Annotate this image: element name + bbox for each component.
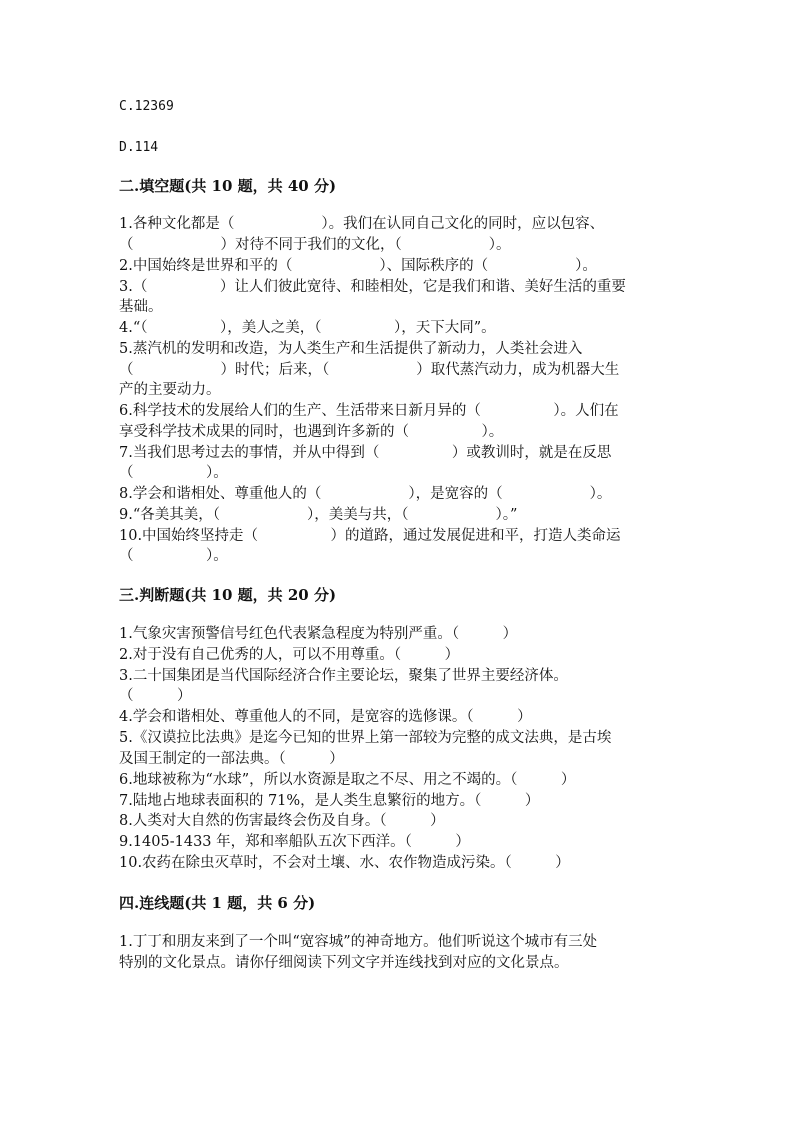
section-heading-judge: 三.判断题(共 10 题，共 20 分): [119, 586, 337, 604]
fill-line: 3.（ ）让人们彼此宽待、和睦相处，它是我们和谐、美好生活的重要: [119, 279, 626, 295]
fill-line: （ ）时代；后来，（ ）取代蒸汽动力，成为机器大生: [119, 362, 620, 378]
judge-line: 3.二十国集团是当代国际经济合作主要论坛，聚集了世界主要经济体。: [119, 668, 568, 684]
fill-line: 1.各种文化都是（ ）。我们在认同自己文化的同时，应以包容、: [119, 216, 605, 232]
judge-line: （ ）: [119, 688, 192, 704]
fill-line: 9.“各美其美，（ ），美美与共，（ ）。”: [119, 507, 518, 523]
judge-line: 及国王制定的一部法典。（ ）: [119, 751, 344, 767]
judge-line: 10.农药在除虫灭草时，不会对土壤、水、农作物造成污染。（ ）: [119, 855, 570, 871]
fill-line: 产的主要动力。: [119, 382, 221, 398]
section-heading-fill: 二.填空题(共 10 题，共 40 分): [119, 177, 337, 195]
connect-line: 1.丁丁和朋友来到了一个叫“宽容城”的神奇地方。他们听说这个城市有三处: [119, 934, 598, 950]
fill-line: 8.学会和谐相处、尊重他人的（ ），是宽容的（ ）。: [119, 486, 612, 502]
judge-line: 8.人类对大自然的伤害最终会伤及自身。（ ）: [119, 813, 445, 829]
fill-line: 4.“（ ），美人之美，（ ），天下大同”。: [119, 320, 496, 336]
judge-line: 7.陆地占地球表面积的 71%，是人类生息繁衍的地方。（ ）: [119, 793, 540, 809]
judge-line: 5.《汉谟拉比法典》是迄今已知的世界上第一部较为完整的成文法典，是古埃: [119, 730, 612, 746]
fill-line: 10.中国始终坚持走（ ）的道路，通过发展促进和平，打造人类命运: [119, 528, 621, 544]
fill-line: （ ）。: [119, 465, 228, 481]
connect-line: 特别的文化景点。请你仔细阅读下列文字并连线找到对应的文化景点。: [119, 955, 569, 971]
section-heading-connect: 四.连线题(共 1 题，共 6 分): [119, 894, 316, 912]
fill-line: 6.科学技术的发展给人们的生产、生活带来日新月异的（ ）。人们在: [119, 403, 619, 419]
fill-line: 5.蒸汽机的发明和改造，为人类生产和生活提供了新动力，人类社会进入: [119, 341, 583, 357]
judge-line: 2.对于没有自己优秀的人，可以不用尊重。（ ）: [119, 647, 460, 663]
fill-line: 7.当我们思考过去的事情，并从中得到（ ）或教训时，就是在反思: [119, 445, 612, 461]
fill-line: （ ）对待不同于我们的文化，（ ）。: [119, 237, 511, 253]
fill-line: 享受科学技术成果的同时，也遇到许多新的（ ）。: [119, 424, 504, 440]
judge-line: 4.学会和谐相处、尊重他人的不同，是宽容的选修课。（ ）: [119, 709, 532, 725]
judge-line: 1.气象灾害预警信号红色代表紧急程度为特别严重。（ ）: [119, 626, 518, 642]
fill-line: 基础。: [119, 299, 163, 315]
judge-line: 9.1405-1433 年，郑和率船队五次下西洋。（ ）: [119, 834, 470, 850]
judge-line: 6.地球被称为“水球”，所以水资源是取之不尽、用之不竭的。（ ）: [119, 772, 576, 788]
fill-line: （ ）。: [119, 548, 228, 564]
option-d: D.114: [119, 140, 159, 155]
option-c: C.12369: [119, 99, 174, 114]
fill-line: 2.中国始终是世界和平的（ ）、国际秩序的（ ）。: [119, 258, 597, 274]
